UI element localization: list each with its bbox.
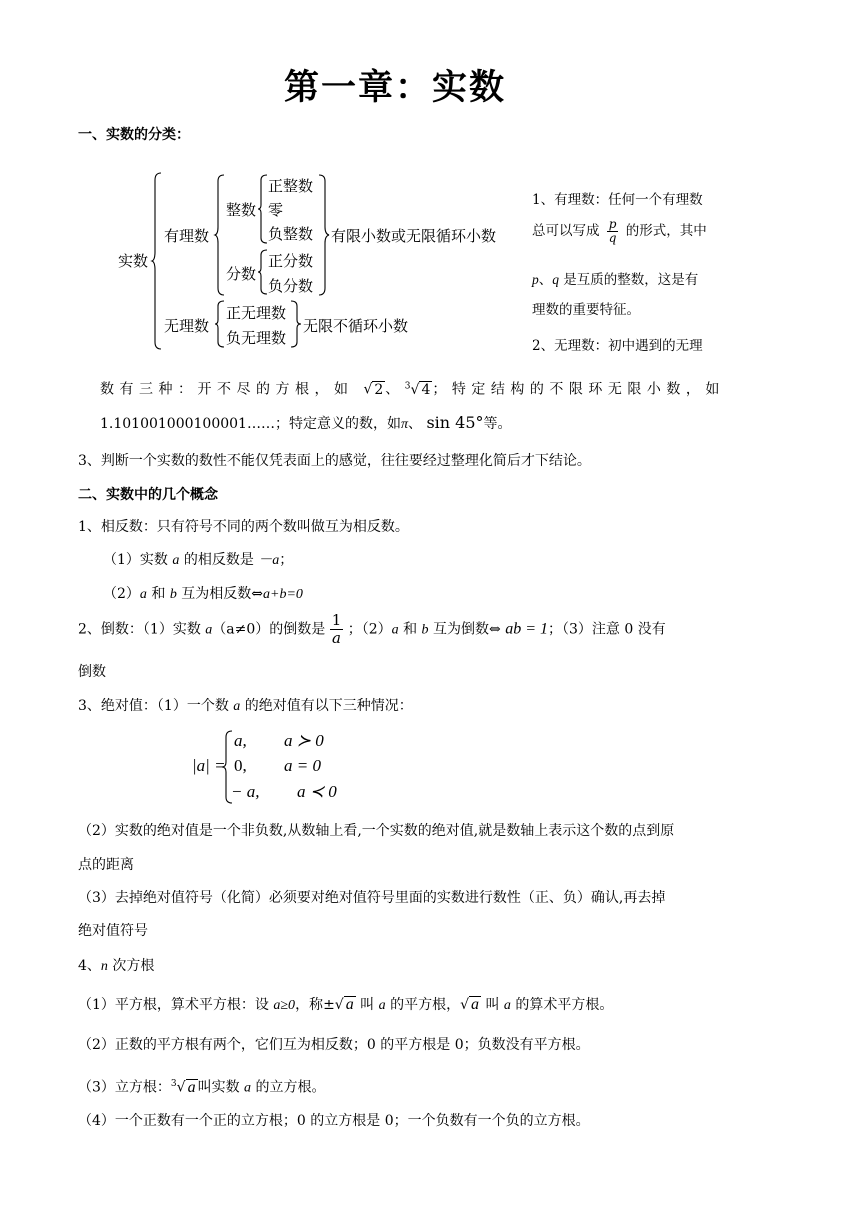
abs-lhs: |a| = [192,756,226,775]
abs-point-3a: （3）去掉绝对值符号（化简）必须要对绝对值符号里面的实数进行数性（正、负）确认,再去掉 [78,890,666,906]
note-rational-3: p、q 是互质的整数，这是有 [532,272,699,288]
opposite-line-1: （1）实数 a 的相反数是 －a； [103,552,294,568]
note-irrational-1: 2、无理数：初中遇到的无理 [532,338,703,354]
root-title: 4、n 次方根 [78,958,155,974]
reciprocal-line: 2、倒数：（1）实数 a（a≠0）的倒数是 $\frac{1}{a}$ ；（2）a 和 b 互为倒数⇔ ab = 1；（3）注意 0 没有 [78,611,666,647]
fraction-p-over-q: $\frac{p}{q}$ [608,217,617,245]
abs-point-2b: 点的距离 [78,857,134,873]
tree-rational-desc: 有限小数或无限循环小数 [331,227,497,245]
root-line-2: （2）正数的平方根有两个，它们互为相反数；0 的平方根是 0；负数没有平方根。 [78,1037,590,1053]
abs-point-2a: （2）实数的绝对值是一个非负数,从数轴上看,一个实数的绝对值,就是数轴上表示这个数的点到原 [78,823,675,839]
sqrt-2: √ 2 [363,381,384,398]
brace-irrational-desc [290,300,304,348]
root-line-1: （1）平方根，算术平方根：设 a≥0，称±√ a 叫 a 的平方根，√ a 叫 a 的算术平方根。 [78,996,614,1013]
tree-pos-int: 正整数 [268,177,314,195]
root-line-4: （4）一个正数有一个正的立方根；0 的立方根是 0；一个负数有一个负的立方根。 [78,1113,590,1129]
section-heading-classification: 一、实数的分类： [78,127,190,143]
tree-fraction-label: 分数 [226,265,257,283]
abs-row-3-value: − a, [231,782,260,801]
root-line-3: （3）立方根：$^3$√ a 叫实数 a 的立方根。 [78,1078,326,1096]
tree-neg-irr: 负无理数 [226,329,287,347]
tree-irrational-label: 无理数 [164,317,210,335]
abs-row-2-cond: a = 0 [284,756,321,775]
abs-row-1-cond: a ≻ 0 [284,731,324,750]
tree-zero: 零 [268,201,284,219]
abs-row-1-value: a, [234,731,247,750]
note-judgement: 3、判断一个实数的数性不能仅凭表面上的感觉，往往要经过整理化简后才下结论。 [78,453,591,469]
note-irrational-2: 数有三种：开不尽的方根，如 √ 2 、$^3$√ 4 ；特定结构的不限环无限小数，如 [100,381,725,398]
abs-row-2-value: 0, [234,756,247,775]
note-rational-4: 理数的重要特征。 [532,302,640,318]
tree-neg-frac: 负分数 [268,277,314,295]
opposite-title: 1、相反数：只有符号不同的两个数叫做互为相反数。 [78,519,409,535]
section-heading-concepts: 二、实数中的几个概念 [78,487,218,503]
brace-rational-desc [318,174,332,296]
opposite-line-2: （2）a 和 b 互为相反数⇔a+b=0 [103,586,303,602]
cbrt-4: $^3$√ 4 [404,381,431,398]
tree-irrational-desc: 无限不循环小数 [303,317,409,335]
brace-root [152,172,164,350]
note-rational-2: 总可以写成 $\frac{p}{q}$ 的形式，其中 [532,217,707,245]
tree-pos-irr: 正无理数 [226,304,287,322]
tree-neg-int: 负整数 [268,225,314,243]
note-rational-1: 1、有理数：任何一个有理数 [532,192,703,208]
tree-pos-frac: 正分数 [268,252,314,270]
abs-point-3b: 绝对值符号 [78,923,148,939]
tree-integer-label: 整数 [226,201,257,219]
page-title: 第一章：实数 [283,68,506,108]
tree-root-label: 实数 [118,252,149,270]
reciprocal-line-2: 倒数 [78,664,106,680]
abs-title: 3、绝对值：（1）一个数 a 的绝对值有以下三种情况： [78,698,413,714]
note-irrational-3: 1.101001000100001……；特定意义的数，如π、 sin 45°等。 [100,413,512,432]
abs-row-3-cond: a ≺ 0 [297,782,337,801]
tree-rational-label: 有理数 [164,227,210,245]
fraction-1-over-a: $\frac{1}{a}$ [331,611,342,647]
